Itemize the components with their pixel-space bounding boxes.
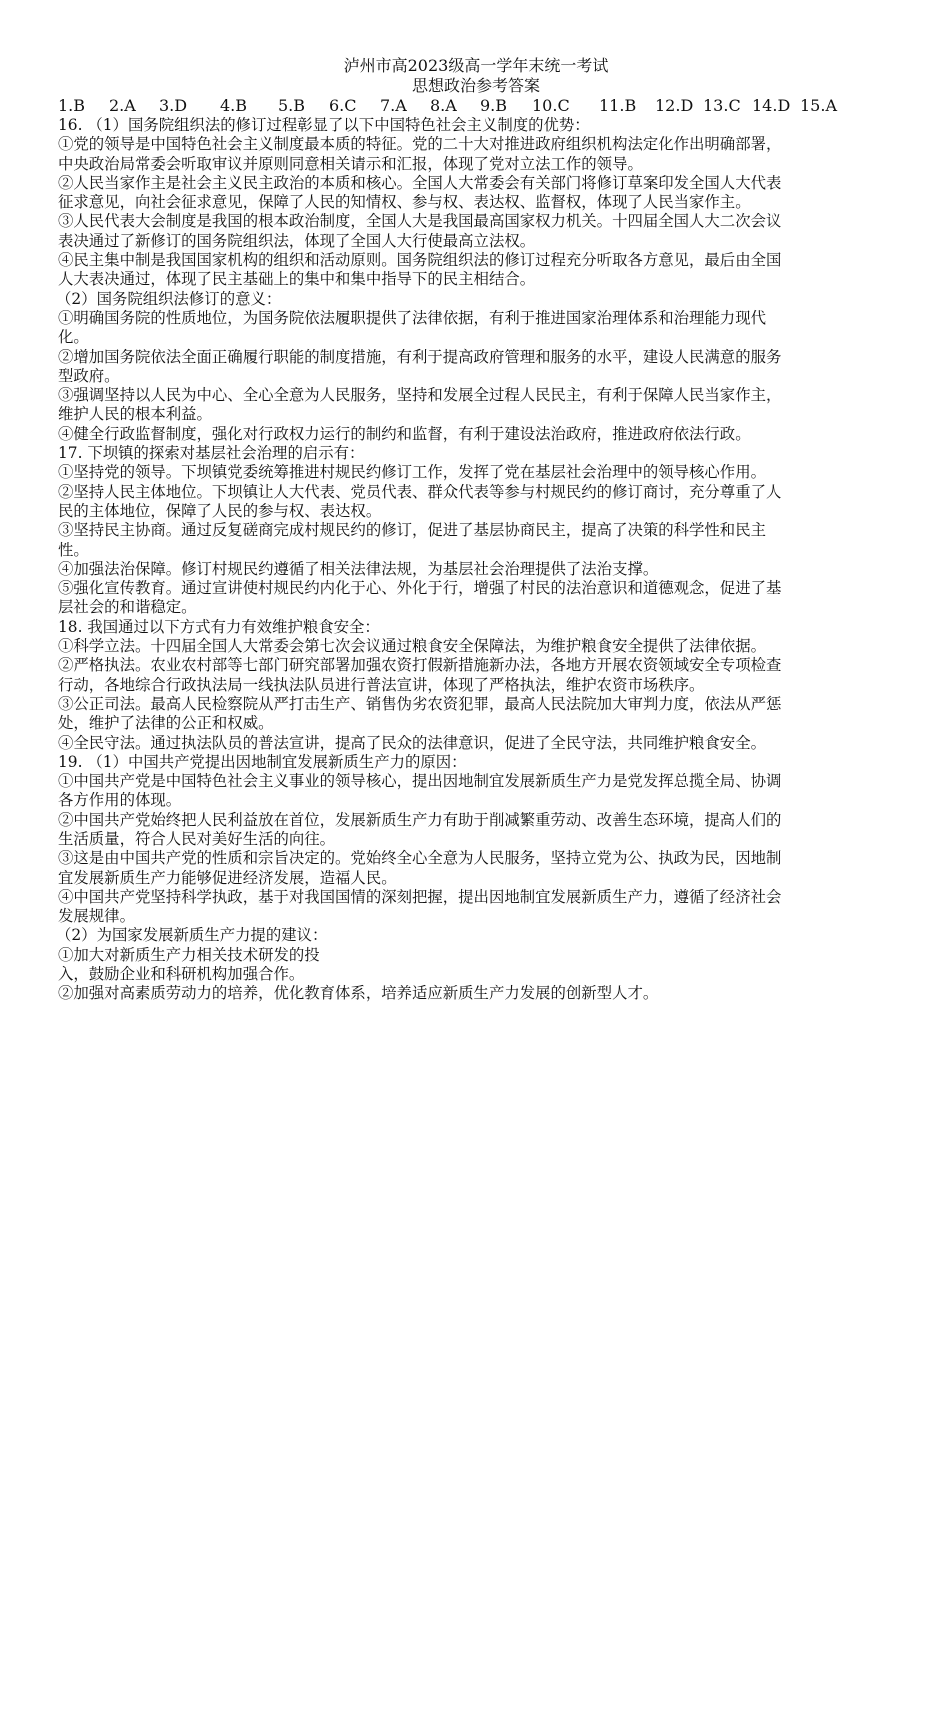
answer-line: 维护人民的根本利益。 [58, 405, 212, 424]
answer-line: 中央政治局常委会听取审议并原则同意相关请示和汇报，体现了党对立法工作的领导。 [58, 154, 643, 173]
multiple-choice-answers [58, 96, 894, 116]
answer-line: ①党的领导是中国特色社会主义制度最本质的特征。党的二十大对推进政府组织机构法定化作出明确部署， [58, 135, 782, 154]
answer-item: 5.B [278, 96, 306, 115]
answer-line: ①中国共产党是中国特色社会主义事业的领导核心，提出因地制宜发展新质生产力是党发挥总揽全局、协调 [58, 772, 782, 791]
answer-item: 13.C [703, 96, 741, 115]
answer-line: （2）国务院组织法修订的意义： [56, 289, 282, 308]
answer-line: ④全民守法。通过执法队员的普法宣讲，提高了民众的法律意识，促进了全民守法，共同维护粮食安全。 [58, 733, 766, 752]
answer-item: 9.B [480, 96, 508, 115]
answer-item: 11.B [599, 96, 637, 115]
answer-line: 入，鼓励企业和科研机构加强合作。 [58, 965, 305, 984]
answer-line: ④中国共产党坚持科学执政，基于对我国国情的深刻把握，提出因地制宜发展新质生产力，遵循了经济社会 [58, 887, 782, 906]
answer-line: ③强调坚持以人民为中心、全心全意为人民服务，坚持和发展全过程人民民主，有利于保障人民当家作主， [58, 386, 782, 405]
answer-line: 行动，各地综合行政执法局一线执法队员进行普法宣讲，体现了严格执法，维护农资市场秩序。 [58, 675, 705, 694]
answer-item: 15.A [800, 96, 837, 115]
answer-item: 12.D [655, 96, 694, 115]
answer-line: 17. 下坝镇的探索对基层社会治理的启示有： [58, 444, 365, 463]
answer-line: ③坚持民主协商。通过反复磋商完成村规民约的修订，促进了基层协商民主，提高了决策的科学性和民主 [58, 521, 766, 540]
answer-line: 发展规律。 [58, 907, 135, 926]
answer-line: 处，维护了法律的公正和权威。 [58, 714, 274, 733]
answer-line: 性。 [58, 540, 89, 559]
answer-line: 16. （1）国务院组织法的修订过程彰显了以下中国特色社会主义制度的优势： [58, 116, 590, 134]
answer-line: ③公正司法。最高人民检察院从严打击生产、销售伪劣农资犯罪，最高人民法院加大审判力度，依法从严惩 [58, 694, 782, 713]
answer-line: ①科学立法。十四届全国人大常委会第七次会议通过粮食安全保障法，为维护粮食安全提供了法律依据。 [58, 637, 766, 656]
answer-line: 各方作用的体现。 [58, 791, 182, 810]
answer-line: ②严格执法。农业农村部等七部门研究部署加强农资打假新措施新办法，各地方开展农资领域安全专项检查 [58, 656, 782, 675]
answer-body [58, 116, 894, 1004]
answer-line: 人大表决通过，体现了民主基础上的集中和集中指导下的民主相结合。 [58, 270, 536, 289]
answer-item: 14.D [752, 96, 791, 115]
answer-item: 8.A [430, 96, 457, 115]
answer-item: 6.C [329, 96, 357, 115]
answer-line: ②人民当家作主是社会主义民主政治的本质和核心。全国人大常委会有关部门将修订草案印发全国人大代表 [58, 173, 782, 192]
answer-line: （2）为国家发展新质生产力提的建议： [56, 926, 328, 945]
answer-item: 10.C [532, 96, 570, 115]
page-subtitle: 思想政治参考答案 [411, 76, 540, 95]
answer-line: 化。 [58, 328, 89, 347]
answer-line: 18. 我国通过以下方式有力有效维护粮食安全： [58, 617, 380, 636]
answer-line: ④民主集中制是我国国家机构的组织和活动原则。国务院组织法的修订过程充分听取各方意见，最后由全国 [58, 251, 782, 270]
answer-line: ②增加国务院依法全面正确履行职能的制度措施，有利于提高政府管理和服务的水平，建设人民满意的服务 [58, 347, 782, 366]
answer-line: 宜发展新质生产力能够促进经济发展，造福人民。 [58, 868, 397, 887]
answer-line: ①明确国务院的性质地位，为国务院依法履职提供了法律依据，有利于推进国家治理体系和治理能力现代 [58, 308, 766, 327]
answer-line: 19. （1）中国共产党提出因地制宜发展新质生产力的原因： [58, 752, 467, 771]
answer-line: 层社会的和谐稳定。 [58, 598, 197, 617]
answer-line: ④健全行政监督制度，强化对行政权力运行的制约和监督，有利于建设法治政府，推进政府依法行政。 [58, 424, 751, 443]
answer-item: 3.D [159, 96, 188, 115]
answer-line: ②坚持人民主体地位。下坝镇让人大代表、党员代表、群众代表等参与村规民约的修订商讨，充分尊重了人 [58, 482, 782, 501]
answer-item: 2.A [109, 96, 136, 115]
answer-item: 7.A [380, 96, 407, 115]
answer-item: 1.B [58, 96, 86, 115]
answer-line: ③人民代表大会制度是我国的根本政治制度，全国人大是我国最高国家权力机关。十四届全国人大二次会议 [58, 212, 782, 231]
answer-line: 表决通过了新修订的国务院组织法，体现了全国人大行使最高立法权。 [58, 231, 536, 250]
answer-line: ①加大对新质生产力相关技术研发的投 [58, 945, 320, 964]
answer-item: 4.B [220, 96, 248, 115]
answer-line: ②中国共产党始终把人民利益放在首位，发展新质生产力有助于削减繁重劳动、改善生态环境，提高人们的 [58, 810, 782, 829]
answer-document [58, 56, 894, 1004]
page-title: 泸州市高2023级高一学年末统一考试 [343, 56, 609, 75]
answer-line: ④加强法治保障。修订村规民约遵循了相关法律法规，为基层社会治理提供了法治支撑。 [58, 559, 659, 578]
answer-line: 民的主体地位，保障了人民的参与权、表达权。 [58, 501, 382, 520]
answer-line: ⑤强化宣传教育。通过宣讲使村规民约内化于心、外化于行，增强了村民的法治意识和道德观念，促进了基 [58, 579, 782, 598]
answer-line: 生活质量，符合人民对美好生活的向往。 [58, 829, 336, 848]
answer-line: 型政府。 [58, 366, 120, 385]
answer-line: ①坚持党的领导。下坝镇党委统筹推进村规民约修订工作，发挥了党在基层社会治理中的领导核心作用。 [58, 463, 766, 482]
answer-line: 征求意见，向社会征求意见，保障了人民的知情权、参与权、表达权、监督权，体现了人民当家作主。 [58, 193, 751, 212]
answer-line: ②加强对高素质劳动力的培养，优化教育体系，培养适应新质生产力发展的创新型人才。 [58, 984, 659, 1003]
answer-line: ③这是由中国共产党的性质和宗旨决定的。党始终全心全意为人民服务，坚持立党为公、执政为民，因地制 [58, 849, 782, 868]
